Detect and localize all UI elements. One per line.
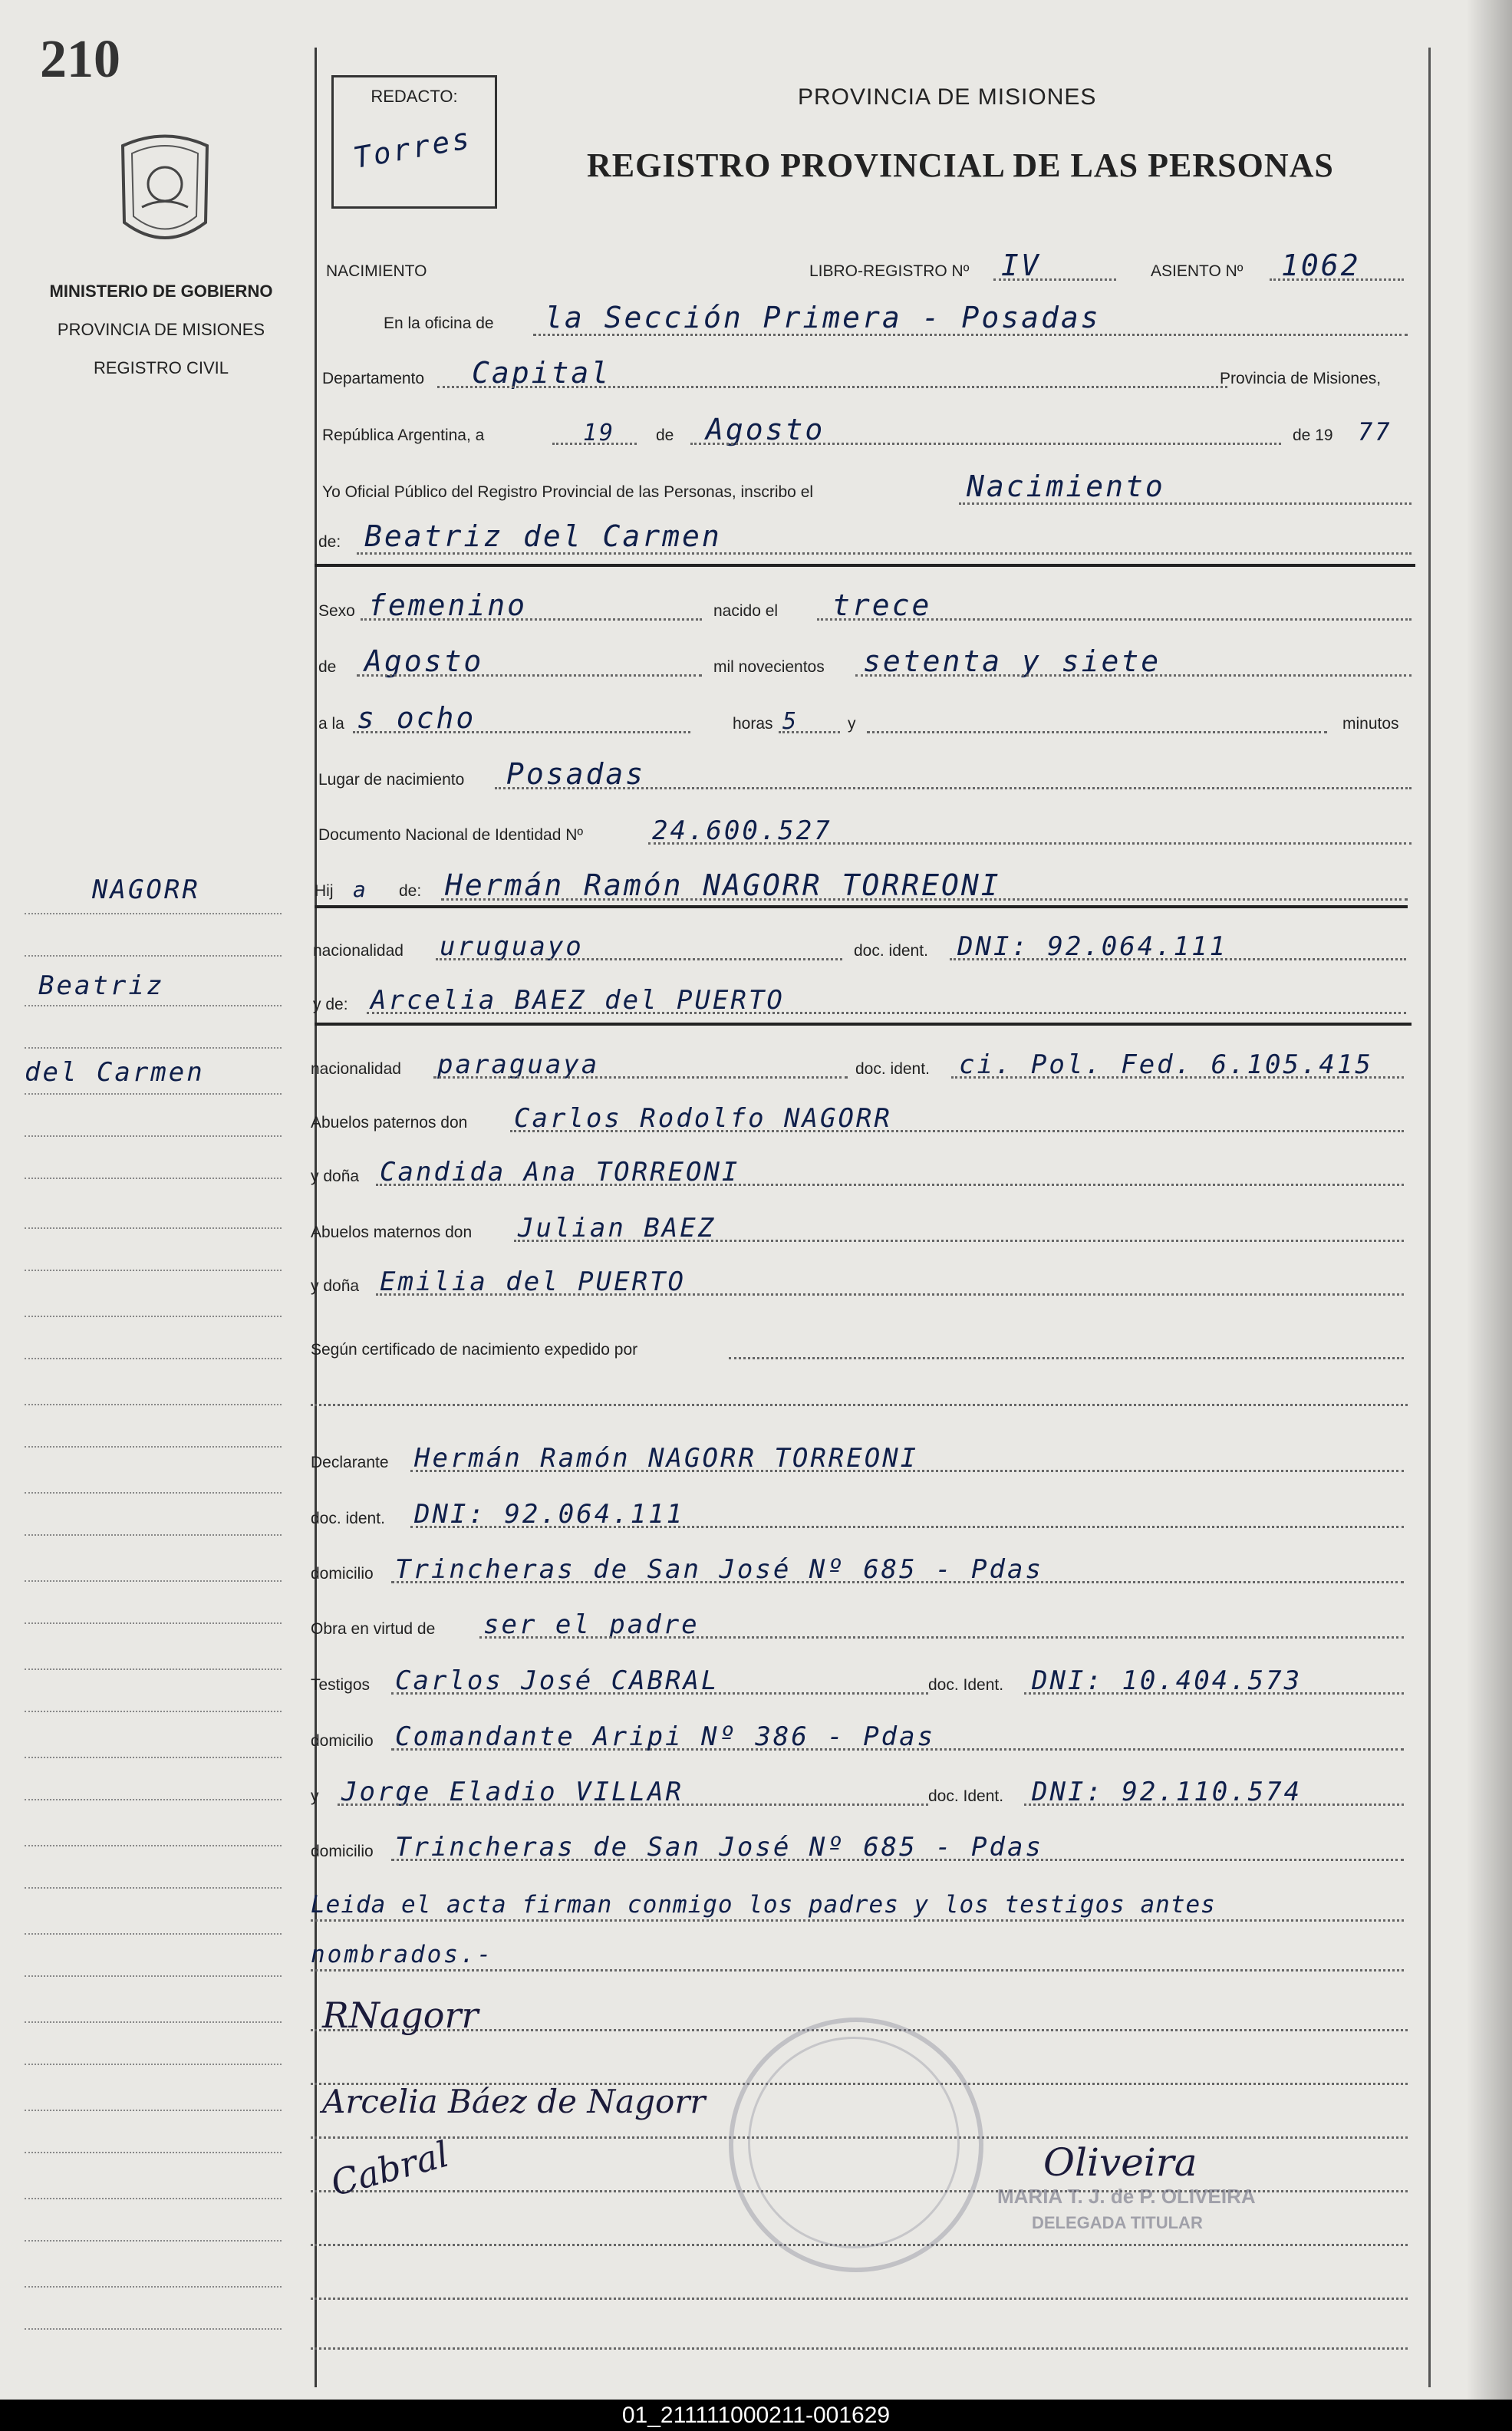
dni-value: 24.600.527 [652,815,832,846]
testigo2-value: Jorge Eladio VILLAR [341,1777,684,1807]
sig-line-6 [311,2298,1408,2300]
libro-value: IV [1001,249,1041,282]
closing-line1: Leida el acta firman conmigo los padres y los testigos antes [311,1891,1216,1919]
sexo-value: femenino [368,588,528,622]
minutos-label: minutos [1342,715,1399,733]
horas-label: horas [733,715,773,733]
right-margin-rule [1428,48,1431,2387]
row-testigo1 [311,1661,1415,1699]
row-segun [311,1326,1415,1364]
testigos-label: Testigos [311,1676,371,1694]
departamento-label: Departamento [322,370,425,387]
page-number: 210 [40,30,120,89]
anio-nac-value: setenta y siete [863,644,1161,678]
dom-t1-value: Comandante Aripi Nº 386 - Pdas [395,1721,936,1752]
doc-t2-label: doc. Ident. [928,1787,1004,1805]
row-nombre [318,518,1415,556]
row-abuela-paterna [311,1152,1415,1191]
row-abuela-materna [311,1262,1415,1300]
row-closing2 [311,1933,1415,1971]
declarante-label: Declarante [311,1454,389,1471]
horas-value: 5 [782,708,799,735]
doc-padre-value: DNI: 92.064.111 [957,931,1228,962]
signature-mother: Arcelia Báez de Nagorr [322,2083,706,2120]
ministry-province: PROVINCIA DE MISIONES [57,320,265,339]
sexo-label: Sexo [318,602,355,620]
mes-nac-value: Agosto [364,644,484,678]
de-colon-label: de: [318,533,341,551]
y-t-label: y [311,1787,319,1805]
image-id-footer: 01_211111000211-001629 [0,2400,1512,2431]
row-libro [326,247,1415,285]
row-nac-madre [311,1045,1415,1083]
month-value: Agosto [706,413,825,446]
y-label: y [848,715,856,733]
doc-t2-value: DNI: 92.110.574 [1032,1777,1303,1807]
row-sexo [318,587,1415,625]
dni-label: Documento Nacional de Identidad Nº [318,826,584,844]
a-la-value: s ocho [357,701,476,735]
row-domicilio-testigo1 [311,1717,1415,1755]
libro-label: LIBRO-REGISTRO Nº [809,262,970,280]
row-declarante [311,1438,1415,1477]
abuelos-pat-label: Abuelos paternos don [311,1114,468,1132]
row-fecha [322,411,1415,450]
asiento-value: 1062 [1281,249,1361,282]
asiento-label: ASIENTO Nº [1151,262,1244,280]
sig-line-7 [311,2347,1408,2350]
domicilio-decl-label: domicilio [311,1565,374,1583]
dom-t2-value: Trincheras de San José Nº 685 - Pdas [395,1832,1043,1863]
nombre-value: Beatriz del Carmen [364,519,722,553]
row-madre [313,980,1415,1019]
row-domicilio-testigo2 [311,1827,1415,1866]
lugar-value: Posadas [506,757,646,791]
nacionalidad-madre-label: nacionalidad [311,1060,401,1078]
hijo-label: Hij [315,882,334,900]
row-doc-declarante [311,1494,1415,1533]
row-abuelo-materno [311,1208,1415,1247]
row-abuelo-paterno [311,1099,1415,1137]
ministry-registry: REGISTRO CIVIL [93,358,229,377]
doc-t1-label: doc. Ident. [928,1676,1004,1694]
acto-value: Nacimiento [967,469,1165,503]
y-de-label: y de: [313,996,348,1013]
row-domicilio-declarante [311,1550,1415,1588]
header-province: PROVINCIA DE MISIONES [798,84,1097,110]
segun-label: Según certificado de nacimiento expedido por [311,1341,638,1359]
yo-oficial-label: Yo Oficial Público del Registro Provincial de las Personas, inscribo el [322,483,814,501]
row-closing1 [311,1883,1415,1922]
row-lugar [318,756,1415,794]
row-testigo2 [311,1772,1415,1810]
doc-padre-label: doc. ident. [854,942,928,960]
signature-father: RNagorr [322,1995,479,2036]
provincia-de-misiones-seal-icon [115,130,215,253]
abuela-mat-value: Emilia del PUERTO [380,1267,686,1297]
obra-value: ser el padre [483,1609,700,1640]
y-dona-mat-label: y doña [311,1277,360,1295]
doc-decl-label: doc. ident. [311,1510,385,1527]
row-obra [311,1605,1415,1643]
dom-t2-label: domicilio [311,1843,374,1860]
signature-official: Oliveira [1043,2140,1197,2185]
rule-1 [315,564,1415,567]
redacto-box [331,75,497,209]
year-value: 77 [1358,417,1392,446]
abuela-pat-value: Candida Ana TORREONI [380,1157,740,1188]
row-padre [315,867,1415,905]
provincia-suffix: Provincia de Misiones, [1220,370,1382,387]
row-departamento [322,354,1415,393]
page-edge-shadow [1466,0,1512,2400]
day-value: 19 [583,420,616,446]
madre-value: Arcelia BAEZ del PUERTO [371,985,785,1016]
margin-surname: NAGORR [92,875,200,905]
nac-padre-value: uruguayo [440,931,584,962]
official-stamp-inner [748,2037,960,2248]
lugar-label: Lugar de nacimiento [318,771,465,789]
doc-decl-value: DNI: 92.064.111 [414,1499,685,1530]
departamento-value: Capital [472,356,611,390]
obra-label: Obra en virtud de [311,1620,436,1638]
margin-name2: del Carmen [25,1057,205,1088]
row-anio-nacimiento [318,643,1415,681]
de-padre-label: de: [399,882,422,900]
testigo1-value: Carlos José CABRAL [395,1665,720,1696]
hijo-suffix: a [353,877,368,902]
doc-madre-label: doc. ident. [855,1060,930,1078]
oficina-label: En la oficina de [384,315,494,332]
oficina-value: la Sección Primera - Posadas [545,301,1101,334]
nac-madre-value: paraguaya [437,1049,600,1080]
nacido-value: trece [832,588,932,622]
doc-t1-value: DNI: 10.404.573 [1032,1665,1303,1696]
dom-t1-label: domicilio [311,1732,374,1750]
header-title: REGISTRO PROVINCIAL DE LAS PERSONAS [587,147,1334,184]
abuelo-mat-value: Julian BAEZ [518,1213,716,1243]
nacimiento-label: NACIMIENTO [326,262,427,280]
row-nac-padre [313,927,1415,965]
redacto-label: REDACTO: [371,87,458,106]
y-dona-pat-label: y doña [311,1168,360,1185]
padre-value: Hermán Ramón NAGORR TORREONI [445,868,1001,902]
republica-label: República Argentina, a [322,427,485,444]
de2-label: de [318,658,337,676]
signature-witness: Cabral [326,2133,453,2205]
redacto-value: Torres [351,120,474,176]
a-la-label: a la [318,715,344,733]
margin-name1: Beatriz [38,970,165,1001]
ministry-title: MINISTERIO DE GOBIERNO [49,282,273,301]
abuelos-mat-label: Abuelos maternos don [311,1224,473,1241]
de-year-label: de 19 [1293,427,1333,444]
rule-2 [315,905,1408,908]
row-hora [318,700,1415,738]
abuelo-pat-value: Carlos Rodolfo NAGORR [514,1103,892,1134]
stamp-role: DELEGADA TITULAR [1032,2213,1203,2232]
nacido-label: nacido el [713,602,779,620]
row-dni [318,811,1415,849]
de-label: de [656,427,674,444]
doc-madre-value: ci. Pol. Fed. 6.105.415 [959,1049,1373,1080]
closing-line2: nombrados.- [311,1941,494,1968]
row-oficina [326,299,1415,338]
stamp-name: MARIA T. J. de P. OLIVEIRA [997,2185,1256,2208]
declarante-value: Hermán Ramón NAGORR TORREONI [414,1443,919,1474]
rule-3 [315,1023,1412,1026]
blank-line-1 [311,1404,1408,1406]
row-acto [322,468,1415,506]
domicilio-decl-value: Trincheras de San José Nº 685 - Pdas [395,1554,1043,1585]
mil-label: mil novecientos [713,658,825,676]
ministry-block [31,272,292,387]
nacionalidad-padre-label: nacionalidad [313,942,404,960]
